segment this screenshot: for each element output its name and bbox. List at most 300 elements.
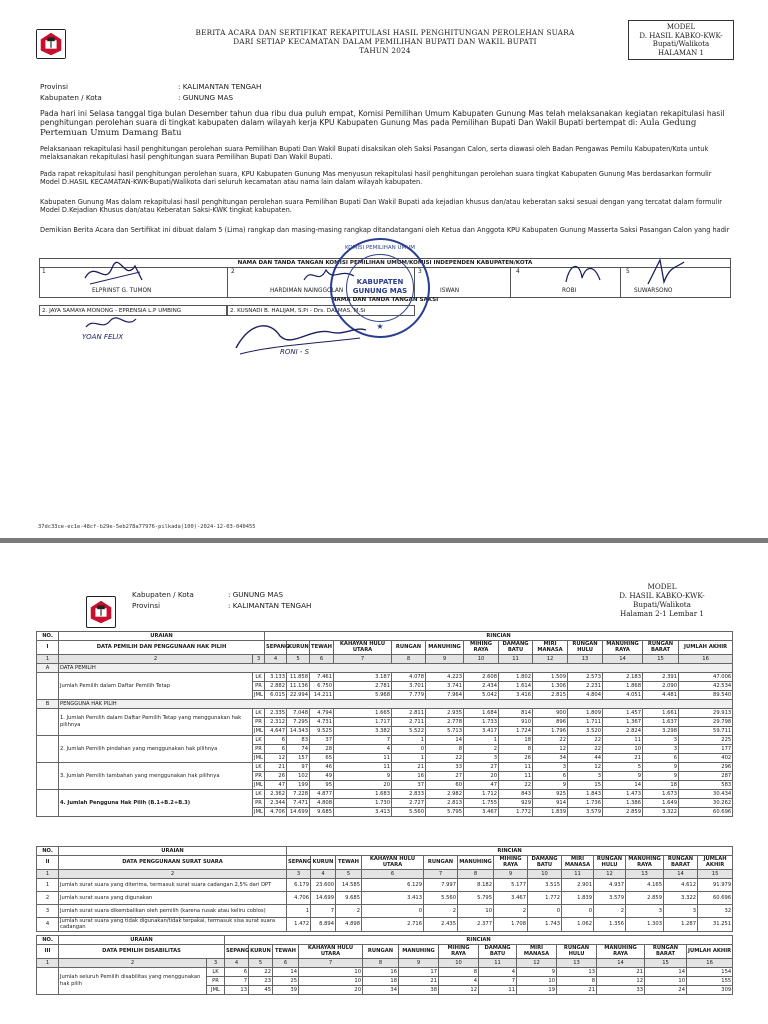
value-cell: 3.579 xyxy=(594,891,626,904)
uraian-header: URAIAN xyxy=(59,936,225,945)
table-row xyxy=(37,708,733,717)
value-cell: 10 xyxy=(458,904,494,917)
p2-model-line-4: Halaman 2-1 Lembar 1 xyxy=(619,609,705,618)
sex-label: LK xyxy=(253,708,265,717)
stamp-text-1: KABUPATEN xyxy=(356,278,404,286)
district-header: RUNGAN HULU xyxy=(557,945,597,959)
value-cell: 3.298 xyxy=(643,726,679,735)
kpu-logo-2 xyxy=(86,596,116,628)
sex-label: PR xyxy=(253,771,265,780)
value-cell: 2.312 xyxy=(265,717,287,726)
row-label: 3. Jumlah Pemilih tambahan yang menggunakan hak pilihnya xyxy=(59,762,253,789)
sex-label: JML xyxy=(254,691,263,698)
value-cell: 3.413 xyxy=(362,891,424,904)
value-cell: 14 xyxy=(273,967,299,976)
value-cell: 2 xyxy=(424,904,458,917)
rincian-header: RINCIAN xyxy=(265,632,733,641)
value-cell: 11 xyxy=(499,771,533,780)
value-cell: 1.868 xyxy=(603,681,643,690)
p2-model-line-1: MODEL xyxy=(647,582,677,591)
value-cell: 37 xyxy=(392,780,426,789)
value-cell: 3 xyxy=(464,753,499,762)
value-cell: 2.434 xyxy=(464,681,499,690)
district-header: TEWAH xyxy=(336,856,362,870)
value-cell: 37 xyxy=(310,735,334,744)
value-cell: 3 xyxy=(664,904,698,917)
value-cell: 1.472 xyxy=(287,917,311,931)
index-cell: 12 xyxy=(517,958,557,967)
value-cell: 1.772 xyxy=(528,891,562,904)
value-cell: 1.708 xyxy=(494,917,528,931)
p2-provinsi-value: : KALIMANTAN TENGAH xyxy=(228,601,312,610)
value-cell: 2.435 xyxy=(424,917,458,931)
document-page-2 xyxy=(0,543,768,1024)
value-cell: 24 xyxy=(645,985,687,994)
value-cell: 18 xyxy=(499,735,533,744)
section-label: DATA PEMILIH xyxy=(59,663,733,672)
value-cell: 9 xyxy=(603,771,643,780)
value-cell: 60.696 xyxy=(698,891,733,904)
value-cell: 4.165 xyxy=(626,878,664,891)
value-cell: 21 xyxy=(603,753,643,762)
value-cell: 25 xyxy=(273,976,299,985)
value-cell: 2.824 xyxy=(603,726,643,735)
value-cell: 6 xyxy=(643,753,679,762)
value-cell: 89.540 xyxy=(679,690,733,699)
value-cell: 1.743 xyxy=(528,917,562,931)
saksi-cell-1: 2. JAYA SAMAYA MONONG - EPRENSIA L.P UMBING xyxy=(39,305,227,316)
value-cell: 27 xyxy=(464,762,499,771)
value-cell: 6.129 xyxy=(362,878,424,891)
value-cell: 7.295 xyxy=(287,717,310,726)
section-row xyxy=(37,699,733,708)
value-cell: 4.612 xyxy=(664,878,698,891)
kabkota-value: : GUNUNG MAS xyxy=(178,93,234,102)
value-cell: 3.515 xyxy=(528,878,562,891)
index-cell: 12 xyxy=(533,654,568,663)
value-cell: 4.223 xyxy=(426,672,464,681)
table-row xyxy=(37,891,733,904)
value-cell: 1.730 xyxy=(334,798,392,807)
index-cell: 1 xyxy=(37,869,59,878)
district-header: MIRI MANASA xyxy=(517,945,557,959)
value-cell: 1 xyxy=(392,735,426,744)
model-line-1: MODEL xyxy=(666,23,696,31)
value-cell: 33 xyxy=(426,762,464,771)
value-cell: 11 xyxy=(334,762,392,771)
row-label: Jumlah surat suara yang digunakan xyxy=(59,891,287,904)
value-cell: 1.661 xyxy=(643,708,679,717)
value-cell: 4.706 xyxy=(287,891,311,904)
value-cell: 10 xyxy=(603,744,643,753)
district-header: TEWAH xyxy=(273,945,299,959)
value-cell: 7.461 xyxy=(310,672,334,681)
district-header: SEPANG xyxy=(287,856,311,870)
paragraph-rapat: Pada rapat rekapitulasi hasil penghitungan perolehan suara, KPU Kabupaten Gunung Mas menyusun rekapitulasi hasil penghitungan perolehan suara tingkat Kabupaten Gunung Mas berdasarkan formulir Model D.HASIL KECAMATAN-KWK-Bupati/Walikota dari seluruh kecamatan atau nama lain dalam wilayah kabupaten. xyxy=(40,170,712,187)
section-roman: I xyxy=(37,641,59,655)
district-header: JUMLAH AKHIR xyxy=(679,641,733,655)
district-header: MANUHING xyxy=(458,856,494,870)
value-cell: 18 xyxy=(363,976,399,985)
sex-label: LK xyxy=(253,735,265,744)
value-cell: 199 xyxy=(287,780,310,789)
index-cell: 14 xyxy=(664,869,698,878)
row-number: 3 xyxy=(37,904,59,917)
value-cell: 23.600 xyxy=(311,878,336,891)
signer-name-5: SUWARSONO xyxy=(634,288,673,294)
value-cell: 42.534 xyxy=(679,681,733,690)
value-cell: 2.344 xyxy=(265,798,287,807)
value-cell: 49 xyxy=(310,771,334,780)
district-header: DAMANG BATU xyxy=(479,945,517,959)
index-cell: 11 xyxy=(479,958,517,967)
value-cell: 2.716 xyxy=(362,917,424,931)
district-header: MIHING RAYA xyxy=(439,945,479,959)
index-cell: 11 xyxy=(562,869,594,878)
index-cell: 4 xyxy=(265,654,287,663)
title-line-1: BERITA ACARA DAN SERTIFIKAT REKAPITULASI HASIL PENGHITUNGAN PEROLEHAN SUARA xyxy=(195,28,575,37)
paragraph-pelaksanaan: Pelaksanaan rekapitulasi hasil penghitungan perolehan suara Pemilihan Bupati Dan Wakil Bupati disaksikan oleh Saksi Pasangan Calon, serta diawasi oleh Badan Pengawas Pemilu Kabupaten/Kota untuk melaksanakan rekapitulasi hasil penghitungan suara Pemilihan Bupati Dan Wakil Bupati. xyxy=(40,145,709,162)
district-header: DAMANG BATU xyxy=(499,641,533,655)
value-cell: 3 xyxy=(568,771,603,780)
value-cell: 1.306 xyxy=(533,681,568,690)
district-header: MIRI MANASA xyxy=(562,856,594,870)
value-cell: 814 xyxy=(499,708,533,717)
value-cell: 6 xyxy=(265,735,287,744)
value-cell: 21 xyxy=(399,976,439,985)
value-cell: 1.755 xyxy=(464,798,499,807)
value-cell: 1.665 xyxy=(334,708,392,717)
value-cell: 2 xyxy=(494,904,528,917)
value-cell: 8 xyxy=(439,967,479,976)
kabkota-label: Kabupaten / Kota xyxy=(40,93,102,102)
district-header: MANUHING RAYA xyxy=(603,641,643,655)
value-cell: 20 xyxy=(334,780,392,789)
value-cell: 2.813 xyxy=(426,798,464,807)
value-cell: 3.467 xyxy=(494,891,528,904)
value-cell: 9 xyxy=(334,771,392,780)
row-label: Jumlah seluruh Pemilih disabilitas yang menggunakan hak pilih xyxy=(59,967,207,994)
index-cell: 5 xyxy=(287,654,310,663)
table-index-row xyxy=(37,654,733,663)
district-header: SEPANG xyxy=(225,945,249,959)
stamp-star-icon: ★ xyxy=(376,322,384,331)
row-number-cell xyxy=(37,735,59,762)
value-cell: 6 xyxy=(225,967,249,976)
table-header-row xyxy=(37,847,733,856)
signer-num-3: 3 xyxy=(418,269,422,275)
value-cell: 1.673 xyxy=(643,789,679,798)
section-letter: A xyxy=(37,663,59,672)
p2-model-box xyxy=(606,580,718,620)
value-cell: 8.894 xyxy=(311,917,336,931)
signer-name-2: HARDIMAN NAINGGOLAN xyxy=(270,288,344,294)
value-cell: 2.833 xyxy=(392,789,426,798)
sign-header: NAMA DAN TANDA TANGAN KOMISI PEMILIHAN UMUM/KOMISI INDEPENDEN KABUPATEN/KOTA xyxy=(40,259,731,268)
index-cell: 10 xyxy=(464,654,499,663)
value-cell: 402 xyxy=(679,753,733,762)
value-cell: 97 xyxy=(287,762,310,771)
saksi-cell-2: 2. KUSNADI B. HALIJAM, S.Pi - Drs. DALMAS, M.Si xyxy=(227,305,415,316)
value-cell: 287 xyxy=(679,771,733,780)
value-cell: 11.136 xyxy=(287,681,310,690)
value-cell: 22 xyxy=(568,744,603,753)
value-cell: 8 xyxy=(426,744,464,753)
district-header: TEWAH xyxy=(310,641,334,655)
title-line-3: TAHUN 2024 xyxy=(359,46,411,55)
district-header: RUNGAN xyxy=(392,641,426,655)
section-roman: II xyxy=(37,856,59,870)
value-cell: 22 xyxy=(568,735,603,744)
value-cell: 896 xyxy=(533,717,568,726)
index-cell: 14 xyxy=(597,958,645,967)
value-cell: 11.858 xyxy=(287,672,310,681)
signature-1 xyxy=(80,258,150,288)
value-cell: 5.795 xyxy=(426,807,464,816)
index-cell: 4 xyxy=(225,958,249,967)
value-cell: 3.322 xyxy=(643,807,679,816)
table-row xyxy=(37,735,733,744)
value-cell: 1.457 xyxy=(603,708,643,717)
value-cell: 2.727 xyxy=(392,798,426,807)
p2-model-line-3: Bupati/Walikota xyxy=(633,600,691,609)
value-cell: 7 xyxy=(334,735,392,744)
no-header: NO. xyxy=(37,632,59,641)
value-cell: 47 xyxy=(265,780,287,789)
paragraph-opening xyxy=(40,109,730,139)
model-line-3: Bupati/Walikota xyxy=(652,40,710,48)
sex-label: JML xyxy=(207,985,225,994)
value-cell: 16 xyxy=(392,771,426,780)
value-cell: 21 xyxy=(265,762,287,771)
district-header: MIHING RAYA xyxy=(494,856,528,870)
value-cell: 6.750 xyxy=(310,681,334,690)
document-id: 37dc33ce-ec1e-48cf-b29e-5eb278a77976-pilkada(100)-2024-12-03-040455 xyxy=(38,524,256,530)
district-header: DAMANG BATU xyxy=(528,856,562,870)
handwritten-name-1: YOAN FELIX xyxy=(82,333,124,341)
value-cell: 1 xyxy=(287,904,311,917)
value-cell: 1.356 xyxy=(594,917,626,931)
value-cell: 6.179 xyxy=(287,878,311,891)
district-header: RUNGAN xyxy=(363,945,399,959)
value-cell: 4.877 xyxy=(310,789,334,798)
value-cell: 21 xyxy=(557,985,597,994)
value-cell: 30.262 xyxy=(679,798,733,807)
saksi-header: NAMA DAN TANDA TANGAN SAKSI xyxy=(331,297,439,303)
value-cell: 6 xyxy=(533,771,568,780)
value-cell: 13 xyxy=(225,985,249,994)
value-cell: 95 xyxy=(310,780,334,789)
value-cell: 14.211 xyxy=(310,690,334,699)
p2-kabkota-label: Kabupaten / Kota xyxy=(132,590,194,599)
value-cell: 1.772 xyxy=(499,807,533,816)
signer-num-5: 5 xyxy=(626,269,630,275)
value-cell: 47.006 xyxy=(679,672,733,681)
value-cell: 4.794 xyxy=(310,708,334,717)
value-cell: 1.717 xyxy=(334,717,392,726)
value-cell: 7.471 xyxy=(287,798,310,807)
row-label: Jumlah Pemilih dalam Daftar Pemilih Tetap xyxy=(59,672,253,699)
value-cell: 11 xyxy=(334,753,392,762)
sex-label: JML xyxy=(254,727,263,734)
sex-label: PR xyxy=(253,717,265,726)
value-cell: 14.585 xyxy=(336,878,362,891)
value-cell: 1.062 xyxy=(562,917,594,931)
model-line-4: HALAMAN 1 xyxy=(658,48,704,57)
value-cell: 34 xyxy=(363,985,399,994)
stamp-ring-text: KOMISI PEMILIHAN UMUM xyxy=(344,245,415,251)
value-cell: 7.997 xyxy=(424,878,458,891)
value-cell: 46 xyxy=(310,762,334,771)
index-cell: 6 xyxy=(273,958,299,967)
row-number-cell xyxy=(37,967,59,994)
value-cell: 4.078 xyxy=(392,672,426,681)
value-cell: 1.724 xyxy=(499,726,533,735)
venue-text: Aula Gedung Pertemuan Umum Damang Batu xyxy=(40,118,697,139)
value-cell: 1.736 xyxy=(568,798,603,807)
value-cell: 914 xyxy=(533,798,568,807)
uraian-header: URAIAN xyxy=(59,847,287,856)
value-cell: 14 xyxy=(645,967,687,976)
index-cell: 16 xyxy=(679,654,733,663)
sex-label: LK xyxy=(253,762,265,771)
value-cell: 1.796 xyxy=(533,726,568,735)
index-cell: 16 xyxy=(687,958,733,967)
title-line-2: DARI SETIAP KECAMATAN DALAM PEMILIHAN BUPATI DAN WAKIL BUPATI xyxy=(233,37,537,46)
value-cell: 1.809 xyxy=(568,708,603,717)
value-cell: 9 xyxy=(643,771,679,780)
value-cell: 2.391 xyxy=(643,672,679,681)
value-cell: 3.701 xyxy=(392,681,426,690)
value-cell: 21 xyxy=(392,762,426,771)
index-cell: 10 xyxy=(439,958,479,967)
signer-num-1: 1 xyxy=(42,269,46,275)
value-cell: 11 xyxy=(603,735,643,744)
index-cell: 15 xyxy=(698,869,733,878)
value-cell: 1.839 xyxy=(562,891,594,904)
value-cell: 5.560 xyxy=(424,891,458,904)
value-cell: 3.133 xyxy=(265,672,287,681)
value-cell: 1.649 xyxy=(643,798,679,807)
value-cell: 3.413 xyxy=(334,807,392,816)
no-header: NO. xyxy=(37,936,59,945)
value-cell: 5.968 xyxy=(334,690,392,699)
value-cell: 3.322 xyxy=(664,891,698,904)
value-cell: 60 xyxy=(426,780,464,789)
value-cell: 1.684 xyxy=(464,708,499,717)
value-cell: 4 xyxy=(439,976,479,985)
kpu-logo xyxy=(36,29,66,59)
index-cell: 3 xyxy=(207,958,225,967)
table-header-row xyxy=(37,856,733,870)
value-cell: 1.733 xyxy=(464,717,499,726)
index-cell: 8 xyxy=(363,958,399,967)
district-header: KURUN xyxy=(249,945,273,959)
row-label: 4. Jumlah Pengguna Hak Pilih (B.1+B.2+B.3) xyxy=(59,789,253,816)
value-cell: 8.182 xyxy=(458,878,494,891)
p2-provinsi-label: Provinsi xyxy=(132,601,160,610)
rincian-header: RINCIAN xyxy=(225,936,733,945)
value-cell: 3.382 xyxy=(334,726,392,735)
district-header: RUNGAN BARAT xyxy=(664,856,698,870)
value-cell: 3.520 xyxy=(568,726,603,735)
value-cell: 9.685 xyxy=(336,891,362,904)
value-cell: 32 xyxy=(698,904,733,917)
value-cell: 3.187 xyxy=(334,672,392,681)
value-cell: 29.798 xyxy=(679,717,733,726)
index-cell: 3 xyxy=(287,869,311,878)
value-cell: 4 xyxy=(334,744,392,753)
index-cell: 5 xyxy=(249,958,273,967)
opening-text: Pada hari ini Selasa tanggal tiga bulan Desember tahun dua ribu dua puluh empat, Komisi Pemilihan Umum Kabupaten Gunung Mas telah melaksanakan kegiatan rekapitulasi hasil penghitungan perolehan suara di tingkat kabupaten dalam wilayah kerja KPU Kabupaten Gunung Mas pada Pemilihan Bupati Dan Wakil Bupati bertempat di: xyxy=(40,109,725,128)
value-cell: 925 xyxy=(533,789,568,798)
table-row xyxy=(37,917,733,931)
table-row xyxy=(37,762,733,771)
value-cell: 1.802 xyxy=(499,672,533,681)
row-number: 2 xyxy=(37,891,59,904)
row-number-cell xyxy=(37,789,59,816)
index-cell: 2 xyxy=(59,654,253,663)
value-cell: 14 xyxy=(426,735,464,744)
index-cell: 15 xyxy=(643,654,679,663)
value-cell: 10 xyxy=(517,976,557,985)
index-cell: 4 xyxy=(311,869,336,878)
value-cell: 5.795 xyxy=(458,891,494,904)
value-cell: 0 xyxy=(528,904,562,917)
value-cell: 16 xyxy=(363,967,399,976)
section-letter: B xyxy=(37,699,59,708)
value-cell: 910 xyxy=(499,717,533,726)
table-index-row xyxy=(37,958,733,967)
index-cell: 11 xyxy=(499,654,533,663)
value-cell: 9 xyxy=(533,780,568,789)
value-cell: 1 xyxy=(392,753,426,762)
value-cell: 4.731 xyxy=(310,717,334,726)
index-cell: 9 xyxy=(399,958,439,967)
provinsi-label: Provinsi xyxy=(40,82,68,91)
district-header: RUNGAN BARAT xyxy=(645,945,687,959)
sex-label: LK xyxy=(207,967,225,976)
sex-label: JML xyxy=(254,808,263,815)
value-cell: 5.177 xyxy=(494,878,528,891)
index-cell: 1 xyxy=(37,958,59,967)
stamp-text-2: GUNUNG MAS xyxy=(352,287,408,295)
model-line-2: D. HASIL KABKO-KWK- xyxy=(639,31,723,40)
value-cell: 3.467 xyxy=(464,807,499,816)
value-cell: 1.839 xyxy=(533,807,568,816)
value-cell: 6 xyxy=(265,744,287,753)
value-cell: 28 xyxy=(310,744,334,753)
value-cell: 74 xyxy=(287,744,310,753)
value-cell: 4.808 xyxy=(310,798,334,807)
table-index-row xyxy=(37,869,733,878)
index-cell: 3 xyxy=(253,654,265,663)
row-number: 1 xyxy=(37,878,59,891)
district-header: SEPANG xyxy=(265,641,287,655)
value-cell: 2.882 xyxy=(265,681,287,690)
value-cell: 4 xyxy=(479,967,517,976)
value-cell: 1.509 xyxy=(533,672,568,681)
value-cell: 2 xyxy=(594,904,626,917)
index-cell: 7 xyxy=(334,654,392,663)
value-cell: 2.231 xyxy=(568,681,603,690)
value-cell: 2.815 xyxy=(533,690,568,699)
index-cell: 9 xyxy=(494,869,528,878)
value-cell: 17 xyxy=(399,967,439,976)
value-cell: 2 xyxy=(464,744,499,753)
p2-model-line-2: D. HASIL KABKO-KWK- xyxy=(619,591,705,600)
value-cell: 44 xyxy=(568,753,603,762)
